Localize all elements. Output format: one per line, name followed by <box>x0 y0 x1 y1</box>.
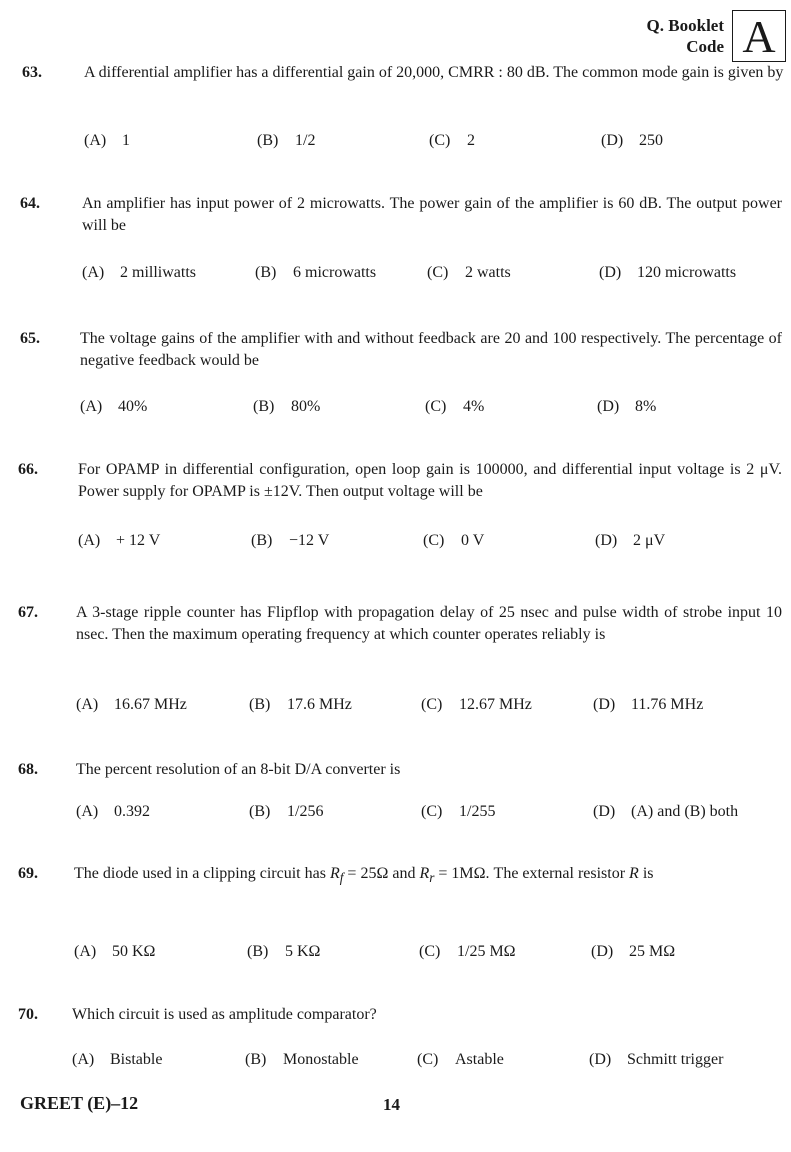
booklet-code-box: A <box>732 10 786 62</box>
option-b[interactable]: (B) 5 KΩ <box>247 943 321 960</box>
option-b[interactable]: (B) 1/256 <box>249 803 324 820</box>
option-d[interactable]: (D) 120 microwatts <box>599 264 737 281</box>
question-text: A 3-stage ripple counter has Flipflop with propagation delay of 25 nsec and pulse width of strobe input 10 nsec. Then the maximum operating frequency at which counter operates reliably is <box>76 604 782 643</box>
options-row <box>78 530 790 554</box>
booklet-code-block <box>618 10 788 64</box>
option-d[interactable]: (D) 250 <box>601 132 663 149</box>
option-a[interactable]: (A) 2 milliwatts <box>82 264 196 281</box>
question-text: The voltage gains of the amplifier with and without feedback are 20 and 100 respectively. The percentage of negative feedback would be <box>80 330 782 369</box>
question-text: Which circuit is used as amplitude comparator? <box>72 1006 377 1023</box>
question-text: The diode used in a clipping circuit has $R_f = 25\Omega$ and $R_r = 1M\Omega$. The external resistor R is <box>74 865 654 886</box>
question-number: 63. <box>22 64 42 81</box>
option-c[interactable]: (C) 1/255 <box>421 803 496 820</box>
option-a[interactable]: (A) 16.67 MHz <box>76 696 187 713</box>
question-text: For OPAMP in differential configuration, open loop gain is 100000, and differential input voltage is 2 μV. Power supply for OPAMP is ±12V. Then output voltage will be <box>78 461 782 500</box>
option-b[interactable]: (B) 6 microwatts <box>255 264 377 281</box>
question-number: 66. <box>18 461 38 478</box>
exam-code: GREET (E)–12 <box>20 1093 139 1113</box>
option-c[interactable]: (C) 2 watts <box>427 264 511 281</box>
option-a[interactable]: (A) 0.392 <box>76 803 150 820</box>
option-b[interactable]: (B) 80% <box>253 398 321 415</box>
options-row <box>72 1049 784 1073</box>
option-b[interactable]: (B) 17.6 MHz <box>249 696 352 713</box>
page-number: 14 <box>383 1095 400 1114</box>
options-row <box>76 801 788 825</box>
options-row <box>82 262 791 286</box>
options-row <box>76 694 788 718</box>
option-b[interactable]: (B) 1/2 <box>257 132 316 149</box>
option-c[interactable]: (C) 2 <box>429 132 475 149</box>
option-d[interactable]: (D) Schmitt trigger <box>589 1051 724 1068</box>
options-row <box>84 130 791 154</box>
option-d[interactable]: (D) 11.76 MHz <box>593 696 704 713</box>
option-d[interactable]: (D) 2 μV <box>595 532 666 549</box>
option-a[interactable]: (A) 40% <box>80 398 148 415</box>
options-row <box>80 396 791 420</box>
option-b[interactable]: (B) Monostable <box>245 1051 359 1068</box>
question-number: 69. <box>18 865 38 882</box>
option-c[interactable]: (C) 1/25 MΩ <box>419 943 516 960</box>
option-a[interactable]: (A) Bistable <box>72 1051 163 1068</box>
option-d[interactable]: (D) (A) and (B) both <box>593 803 739 820</box>
option-c[interactable]: (C) 4% <box>425 398 485 415</box>
option-d[interactable]: (D) 8% <box>597 398 657 415</box>
option-a[interactable]: (A) + 12 V <box>78 532 161 549</box>
booklet-label-line1: Q. Booklet <box>646 16 724 35</box>
question-text: A differential amplifier has a differential gain of 20,000, CMRR : 80 dB. The common mode gain is given by <box>84 64 784 81</box>
booklet-label-line2: Code <box>686 37 724 56</box>
question-text: The percent resolution of an 8-bit D/A converter is <box>76 761 401 778</box>
option-c[interactable]: (C) 12.67 MHz <box>421 696 532 713</box>
option-a[interactable]: (A) 50 KΩ <box>74 943 156 960</box>
options-row <box>74 941 786 965</box>
option-c[interactable]: (C) Astable <box>417 1051 504 1068</box>
question-number: 65. <box>20 330 40 347</box>
option-d[interactable]: (D) 25 MΩ <box>591 943 676 960</box>
option-a[interactable]: (A) 1 <box>84 132 130 149</box>
option-c[interactable]: (C) 0 V <box>423 532 485 549</box>
question-number: 68. <box>18 761 38 778</box>
booklet-label <box>647 15 724 57</box>
question-text: An amplifier has input power of 2 microwatts. The power gain of the amplifier is 60 dB. The output power will be <box>82 195 782 234</box>
question-number: 70. <box>18 1006 38 1023</box>
option-b[interactable]: (B) −12 V <box>251 532 330 549</box>
question-number: 64. <box>20 195 40 212</box>
question-number: 67. <box>18 604 38 621</box>
